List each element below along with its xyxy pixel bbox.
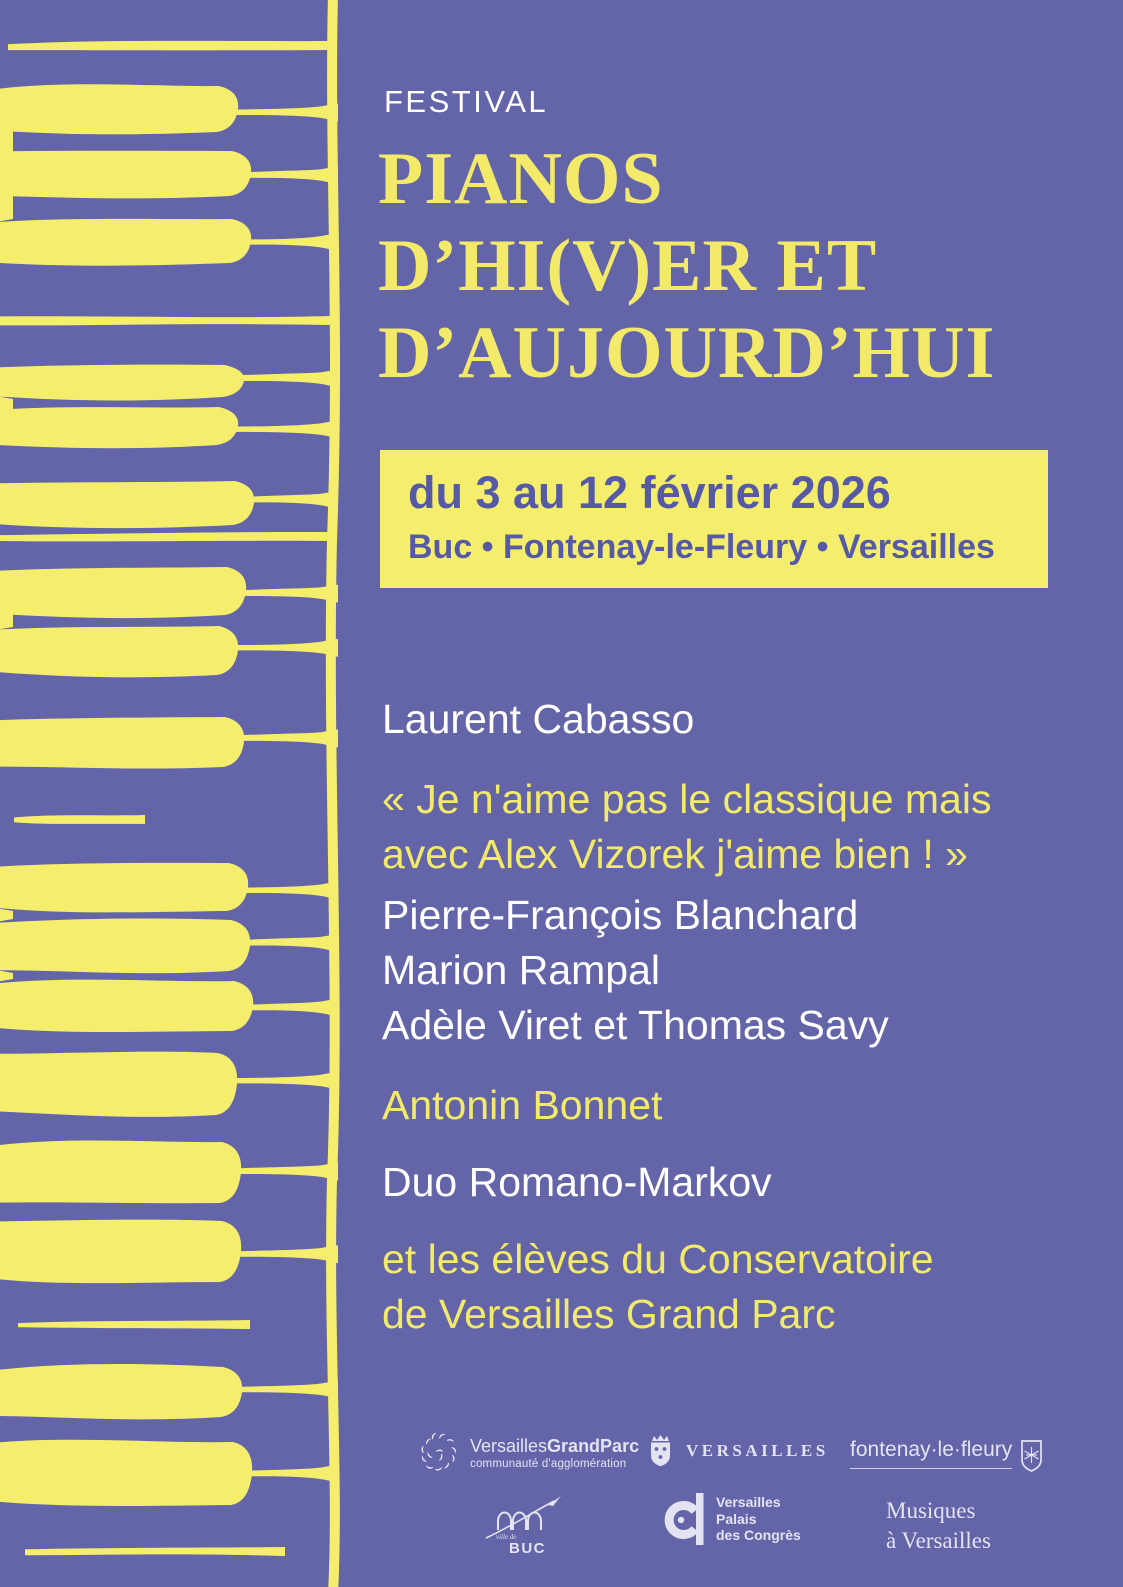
town-shield-icon bbox=[1019, 1438, 1044, 1474]
logo-versailles-city bbox=[648, 1434, 829, 1468]
dates-text: du 3 au 12 février 2026 bbox=[408, 467, 891, 518]
ring-bar-icon bbox=[662, 1492, 707, 1546]
students-line-1: et les élèves du Conservatoire bbox=[382, 1236, 934, 1282]
fontenay-name: fontenay·le·fleury bbox=[850, 1438, 1012, 1469]
buc-name: BUC bbox=[509, 1540, 546, 1556]
logo-buc bbox=[482, 1492, 564, 1556]
quote-line-1: « Je n'aime pas le classique mais bbox=[382, 776, 992, 822]
logo-palais-congres bbox=[662, 1492, 801, 1546]
lineup-artist-bonnet: Antonin Bonnet bbox=[382, 1082, 663, 1128]
logo-versailles-grand-parc bbox=[418, 1432, 639, 1474]
lineup-artist-cabasso: Laurent Cabasso bbox=[382, 696, 695, 742]
lineup-artist-viret-savy: Adèle Viret et Thomas Savy bbox=[382, 1002, 889, 1048]
musiques-text: Musiques à Versailles bbox=[886, 1498, 991, 1553]
logo-musiques-versailles bbox=[886, 1496, 991, 1556]
fleur-de-lis-crest-icon bbox=[648, 1434, 673, 1468]
quote-line-2: avec Alex Vizorek j'aime bien ! » bbox=[382, 831, 968, 877]
lineup-artist-blanchard: Pierre-François Blanchard bbox=[382, 892, 859, 938]
vgp-subtitle: communauté d'agglomération bbox=[470, 1458, 627, 1470]
vgp-name: VersaillesGrandParc bbox=[470, 1436, 640, 1456]
palais-text: Versailles Palais des Congrès bbox=[716, 1494, 801, 1544]
logo-fontenay bbox=[850, 1438, 1044, 1474]
title-line-3: D’AUJOURD’HUI bbox=[378, 312, 996, 394]
students-line-2: de Versailles Grand Parc bbox=[382, 1291, 836, 1337]
festival-kicker: FESTIVAL bbox=[384, 84, 549, 119]
cities-text: Buc • Fontenay-le-Fleury • Versailles bbox=[408, 528, 995, 566]
lineup-artist-rampal: Marion Rampal bbox=[382, 947, 660, 993]
buc-prefix: ville de bbox=[496, 1533, 517, 1541]
birds-burst-icon bbox=[418, 1432, 460, 1474]
title-line-1: PIANOS bbox=[378, 138, 664, 220]
aqueduct-plane-icon bbox=[482, 1492, 564, 1556]
lineup-artist-duo: Duo Romano-Markov bbox=[382, 1159, 772, 1205]
versailles-city-name: VERSAILLES bbox=[686, 1441, 829, 1460]
title-line-2: D’HI(V)ER ET bbox=[378, 225, 878, 307]
